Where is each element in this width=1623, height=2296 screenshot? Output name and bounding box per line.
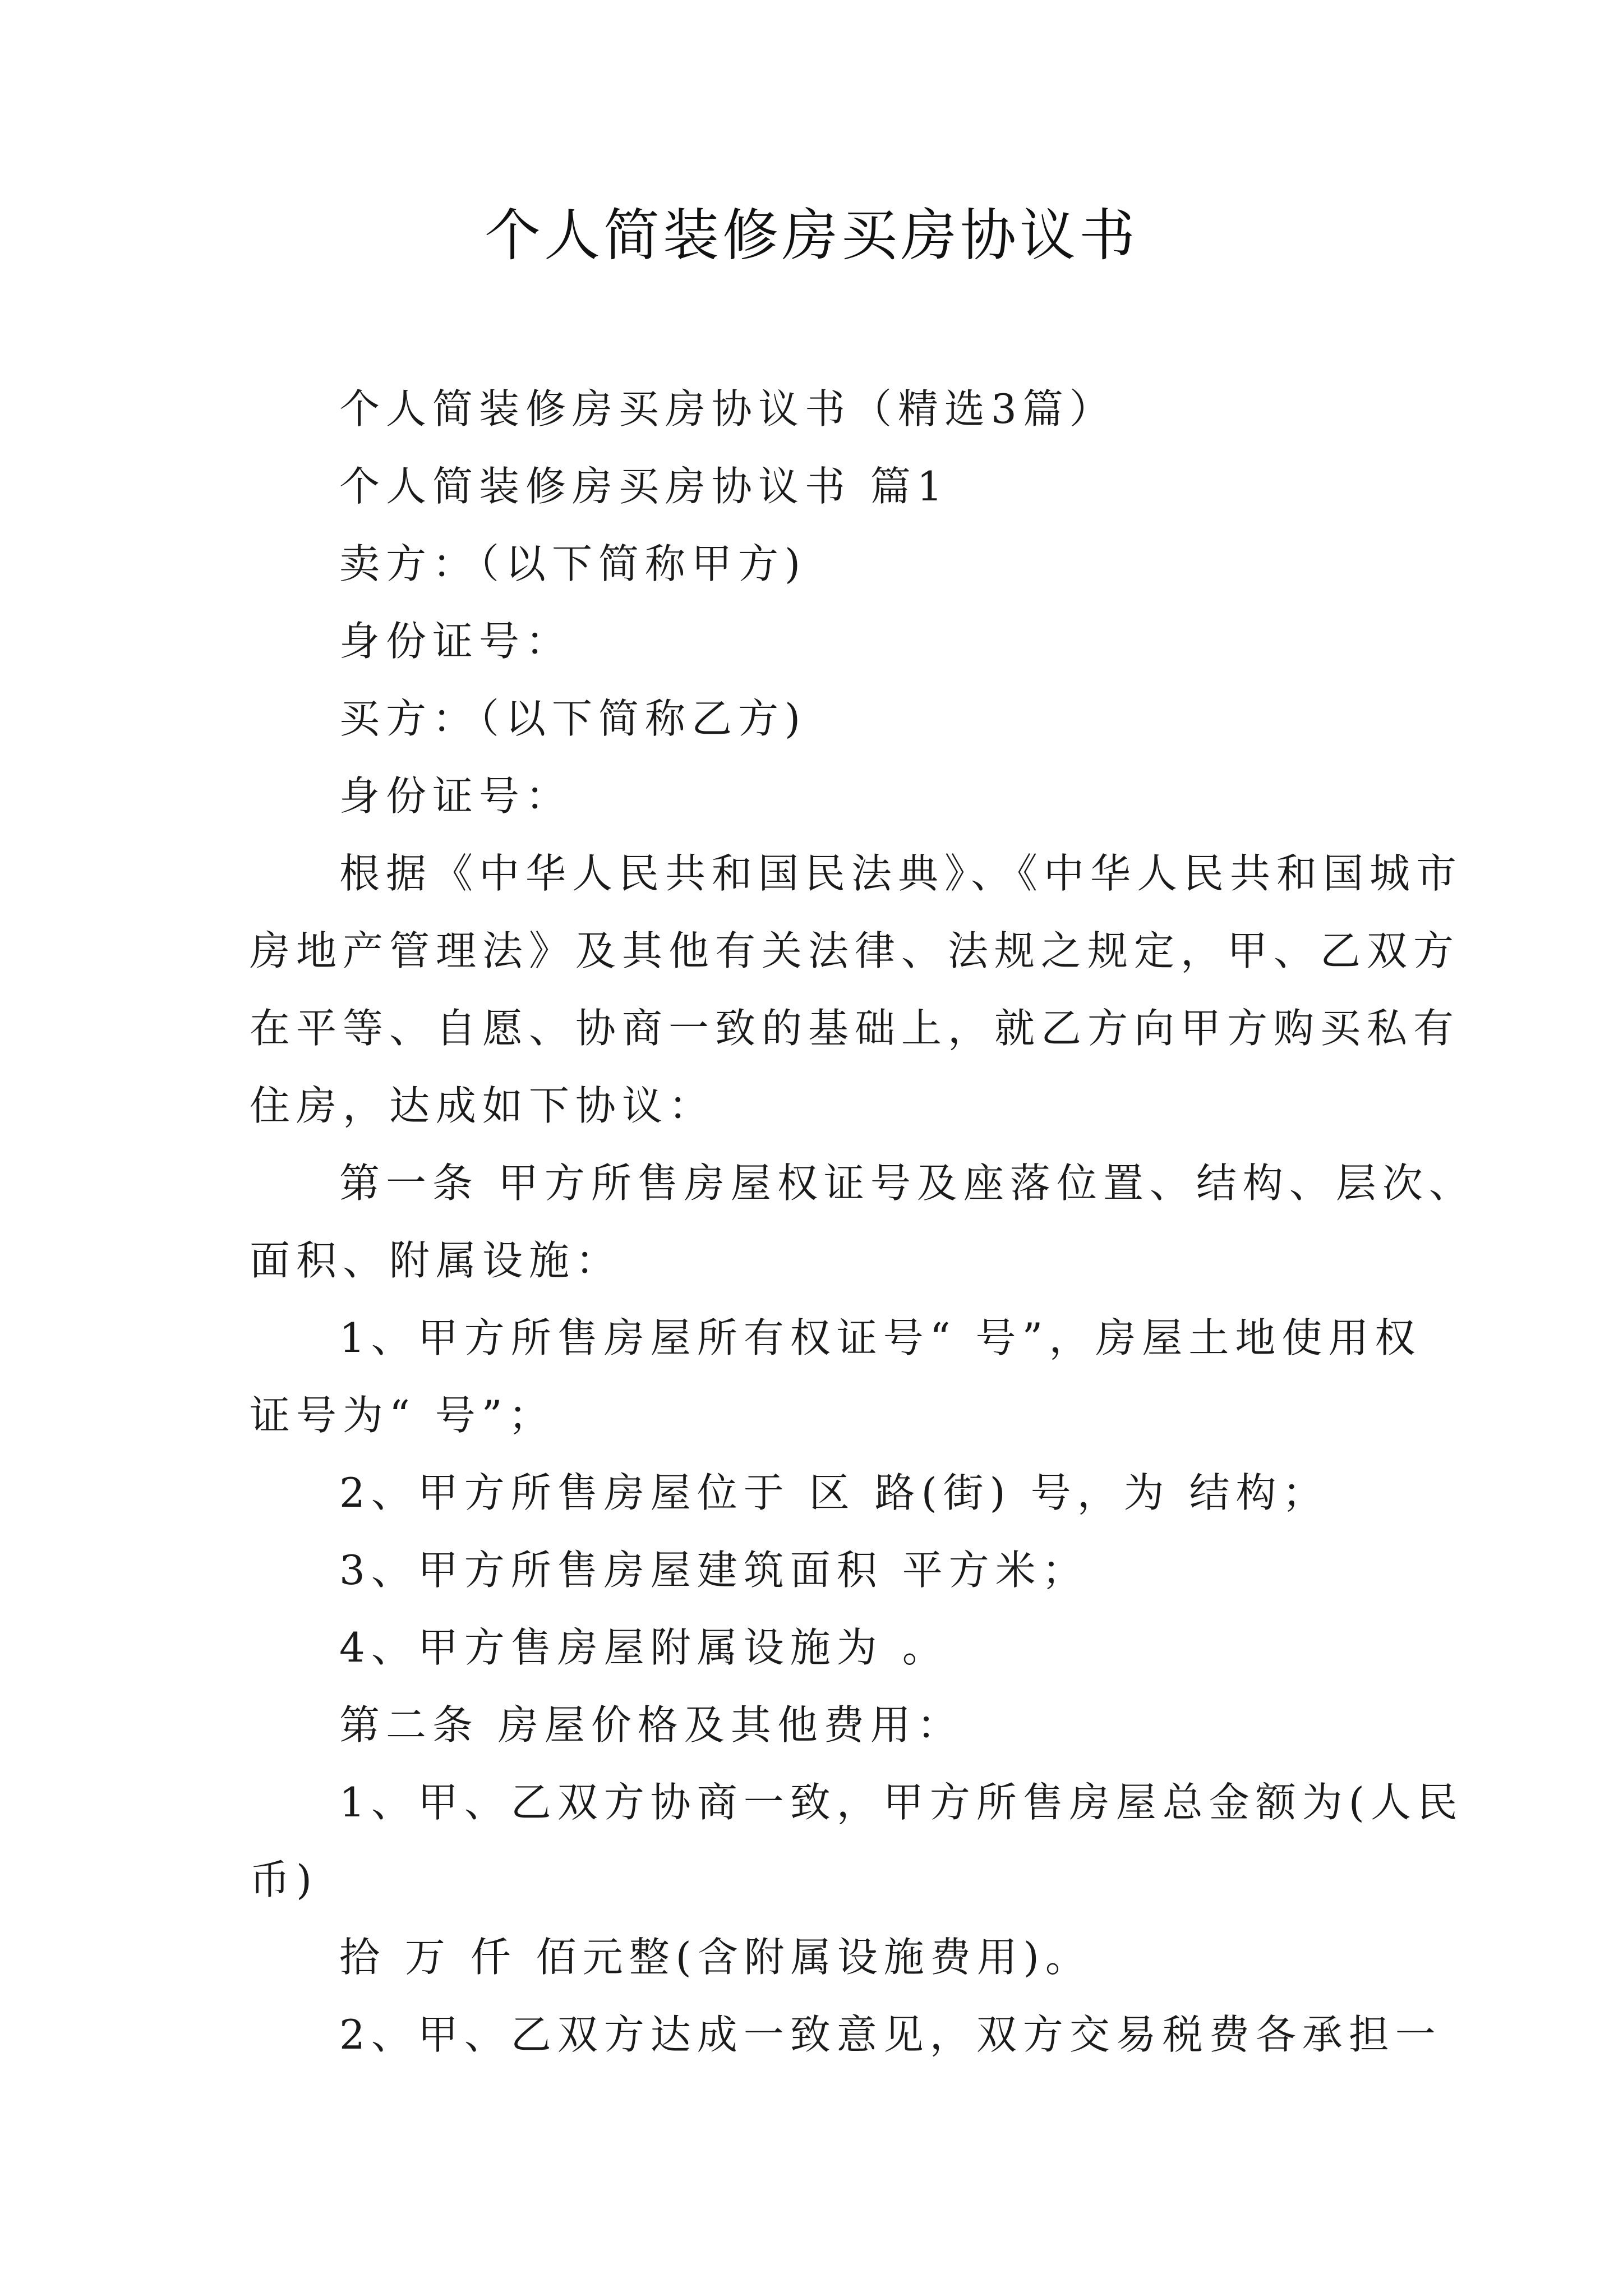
paragraph-line: 个人简装修房买房协议书 篇1 [339,463,949,510]
paragraph-line: 卖方：（以下简称甲方) [339,540,807,587]
paragraph-line: 第二条 房屋价格及其他费用： [339,1701,963,1749]
paragraph-line: 第一条 甲方所售房屋权证号及座落位置、结构、层次、 [339,1159,1476,1207]
paragraph-line: 在平等、自愿、协商一致的基础上，就乙方向甲方购买私有 [250,1005,1460,1052]
paragraph-line: 2、甲方所售房屋位于 区 路(街) 号，为 结构； [339,1469,1329,1516]
paragraph-line: 根据《中华人民共和国民法典》、《中华人民共和国城市 [339,850,1463,897]
paragraph-line: 1、甲、乙双方协商一致，甲方所售房屋总金额为(人民 [339,1779,1464,1826]
paragraph-line: 3、甲方所售房屋建筑面积 平方米； [339,1547,1089,1594]
document-body [250,370,1476,2073]
paragraph-line: 房地产管理法》及其他有关法律、法规之规定，甲、乙双方 [250,927,1460,974]
paragraph-line: 身份证号： [339,772,573,820]
paragraph-line: 住房，达成如下协议： [250,1082,716,1129]
paragraph-line: 面积、附属设施： [250,1237,623,1284]
paragraph-line: 个人简装修房买房协议书（精选3篇） [339,385,1116,432]
paragraph-line: 买方：（以下简称乙方) [339,695,807,742]
document-title: 个人简装修房买房协议书 [485,203,1138,268]
paragraph-line: 拾 万 仟 佰元整(含附属设施费用)。 [339,1934,1092,1981]
paragraph-line: 身份证号： [339,618,573,665]
paragraph-line: 4、甲方售房屋附属设施为 。 [339,1624,949,1671]
paragraph-line: 证号为“ 号”； [250,1392,555,1439]
paragraph-line: 2、甲、乙双方达成一致意见，双方交易税费各承担一 [339,2011,1442,2058]
paragraph-line: 币) [250,1856,319,1903]
paragraph-line: 1、甲方所售房屋所有权证号“ 号”，房屋土地使用权 [339,1314,1422,1361]
